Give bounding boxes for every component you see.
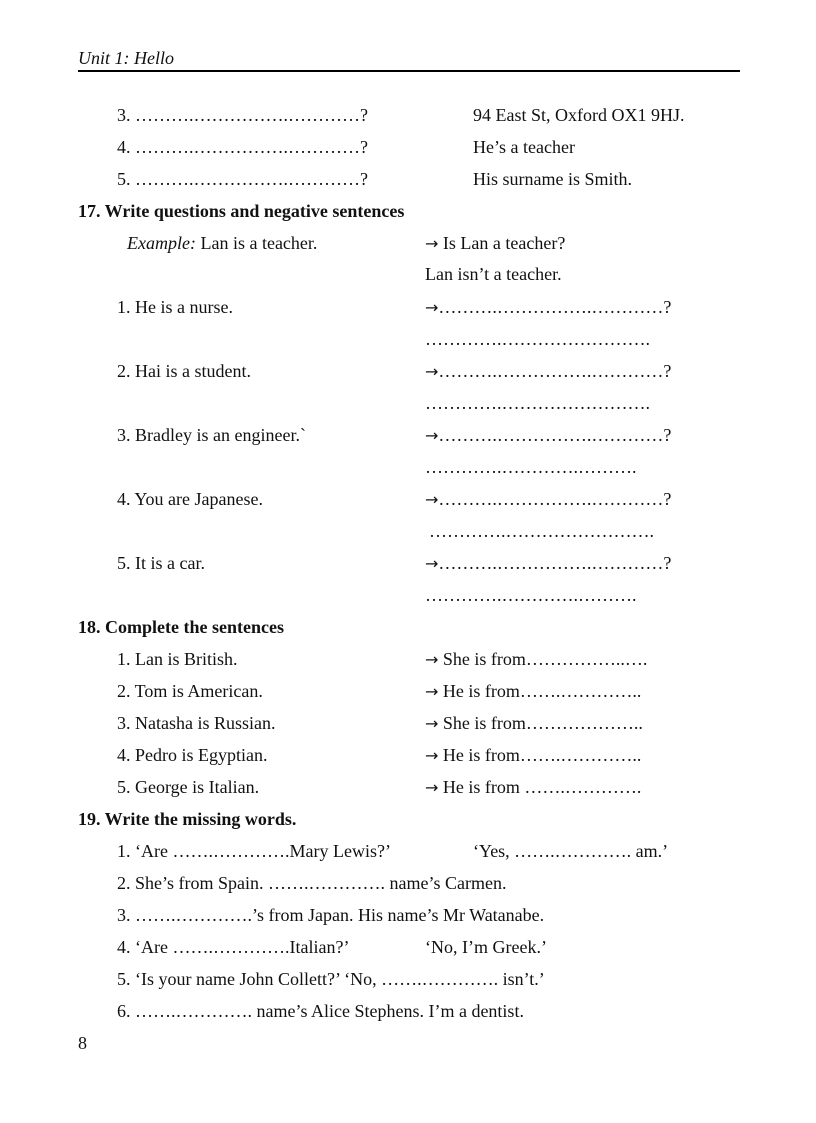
top-item-4-question: 4. ……….…………….…………? xyxy=(117,137,368,157)
ex17-item-4-question-blank: →……….…………….…………? xyxy=(425,489,672,509)
ex17-item-1-prompt: 1. He is a nurse. xyxy=(117,297,233,317)
page-header xyxy=(78,48,740,72)
exercise-17-heading: 17. Write questions and negative sentences xyxy=(78,201,405,221)
ex19-item-1-reply: ‘Yes, …….…………. am.’ xyxy=(473,841,669,861)
ex17-item-3-negative-blank: ………….………….………. xyxy=(425,457,637,477)
ex17-item-5-negative-blank: ………….………….………. xyxy=(425,585,637,605)
example-label: Example: xyxy=(127,233,196,253)
top-item-3-question: 3. ……….…………….…………? xyxy=(117,105,368,125)
ex17-item-2-question-blank: →……….…………….…………? xyxy=(425,361,672,381)
ex17-item-2-prompt: 2. Hai is a student. xyxy=(117,361,251,381)
ex17-item-2-negative-blank: ………….……………………. xyxy=(425,393,650,413)
arrow-right-icon: → xyxy=(425,746,439,765)
ex19-item-5: 5. ‘Is your name John Collett?’ ‘No, …….…………. isn’t.’ xyxy=(117,969,545,989)
ex18-item-3-answer: → She is from……………….. xyxy=(425,713,643,733)
arrow-right-icon: → xyxy=(425,490,439,509)
ex18-item-2-answer: → He is from…….………….. xyxy=(425,681,642,701)
ex19-item-4-reply: ‘No, I’m Greek.’ xyxy=(425,937,547,957)
arrow-right-icon: → xyxy=(425,650,439,669)
ex18-item-5-prompt: 5. George is Italian. xyxy=(117,777,260,797)
ex19-item-4: 4. ‘Are …….………….Italian?’ xyxy=(117,937,350,957)
exercise-19-heading: 19. Write the missing words. xyxy=(78,809,297,829)
top-item-3-answer: 94 East St, Oxford OX1 9HJ. xyxy=(473,105,685,125)
ex17-item-3-prompt: 3. Bradley is an engineer.` xyxy=(117,425,306,445)
arrow-right-icon: → xyxy=(425,714,439,733)
arrow-right-icon: → xyxy=(425,298,439,317)
ex18-item-4-prompt: 4. Pedro is Egyptian. xyxy=(117,745,268,765)
ex17-item-1-question-blank: →……….…………….…………? xyxy=(425,297,672,317)
arrow-right-icon: → xyxy=(425,234,439,253)
ex17-item-3-question-blank: →……….…………….…………? xyxy=(425,425,672,445)
arrow-right-icon: → xyxy=(425,682,439,701)
ex18-item-4-answer: → He is from…….………….. xyxy=(425,745,642,765)
arrow-right-icon: → xyxy=(425,426,439,445)
example-answer-question: → Is Lan a teacher? xyxy=(425,233,566,253)
unit-title: Unit 1: Hello xyxy=(78,48,174,68)
ex17-item-4-negative-blank: ………….……………………. xyxy=(429,521,654,541)
ex18-item-1-answer: → She is from……………..…. xyxy=(425,649,648,669)
ex17-item-1-negative-blank: ………….……………………. xyxy=(425,329,650,349)
arrow-right-icon: → xyxy=(425,362,439,381)
top-item-4-answer: He’s a teacher xyxy=(473,137,575,157)
ex19-item-1: 1. ‘Are …….………….Mary Lewis?’ xyxy=(117,841,391,861)
top-item-5-answer: His surname is Smith. xyxy=(473,169,633,189)
ex18-item-2-prompt: 2. Tom is American. xyxy=(117,681,263,701)
ex18-item-1-prompt: 1. Lan is British. xyxy=(117,649,238,669)
exercise-18-heading: 18. Complete the sentences xyxy=(78,617,284,637)
ex19-item-6: 6. …….…………. name’s Alice Stephens. I’m a dentist. xyxy=(117,1001,524,1021)
example-line xyxy=(127,232,317,254)
example-answer-negative: Lan isn’t a teacher. xyxy=(425,264,562,284)
top-item-5-question: 5. ……….…………….…………? xyxy=(117,169,368,189)
ex18-item-3-prompt: 3. Natasha is Russian. xyxy=(117,713,276,733)
ex17-item-5-prompt: 5. It is a car. xyxy=(117,553,205,573)
ex19-item-2: 2. She’s from Spain. …….…………. name’s Carmen. xyxy=(117,873,507,893)
ex18-item-5-answer: → He is from …….…………. xyxy=(425,777,642,797)
ex19-item-3: 3. …….………….’s from Japan. His name’s Mr Watanabe. xyxy=(117,905,545,925)
page-number: 8 xyxy=(78,1033,87,1053)
arrow-right-icon: → xyxy=(425,778,439,797)
example-text: Lan is a teacher. xyxy=(195,233,318,253)
arrow-right-icon: → xyxy=(425,554,439,573)
ex17-item-4-prompt: 4. You are Japanese. xyxy=(117,489,263,509)
ex17-item-5-question-blank: →……….…………….…………? xyxy=(425,553,672,573)
